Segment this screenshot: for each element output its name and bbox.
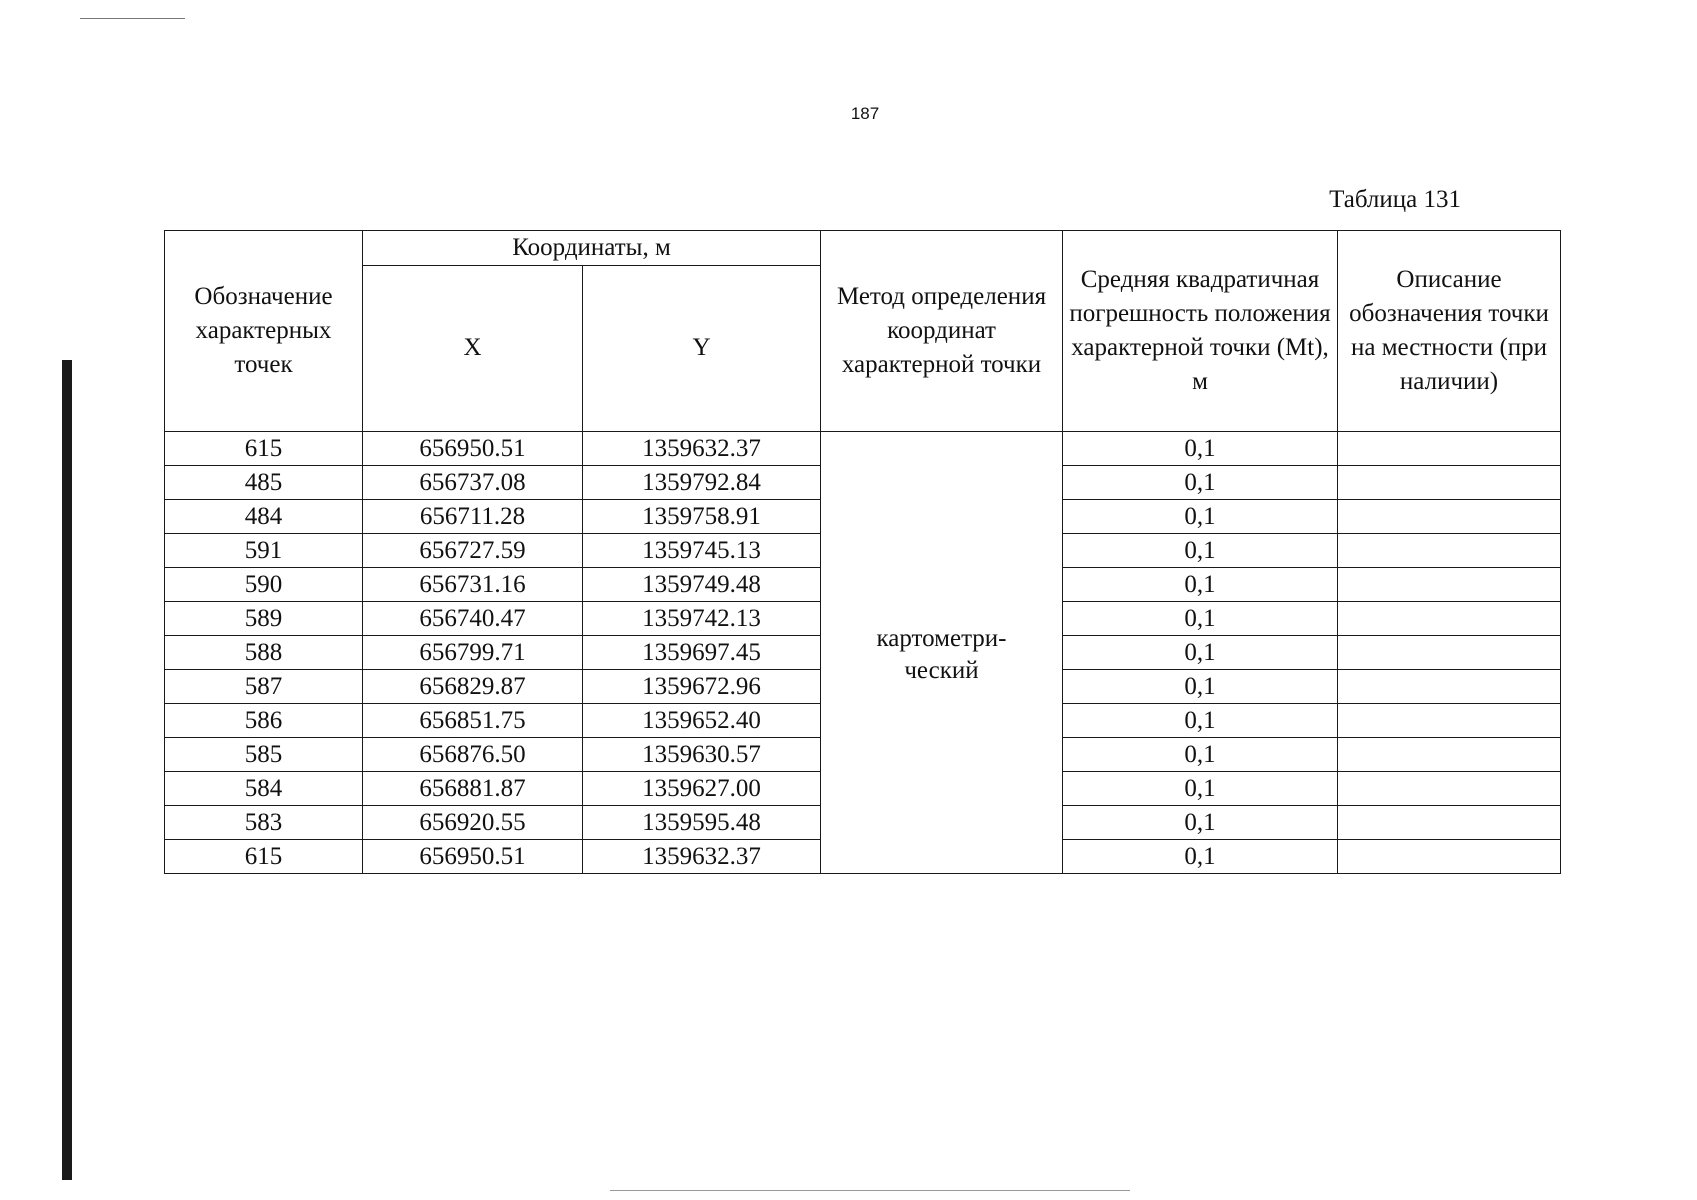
cell-error: 0,1 [1063,805,1338,839]
header-y: Y [583,265,821,431]
cell-x: 656851.75 [363,703,583,737]
cell-point: 587 [165,669,363,703]
cell-point: 589 [165,601,363,635]
cell-x: 656920.55 [363,805,583,839]
cell-error: 0,1 [1063,839,1338,873]
cell-error: 0,1 [1063,669,1338,703]
cell-description [1338,601,1561,635]
cell-y: 1359632.37 [583,839,821,873]
cell-error: 0,1 [1063,737,1338,771]
cell-error: 0,1 [1063,533,1338,567]
cell-point: 584 [165,771,363,805]
scan-artifact-left-bar [62,360,72,1180]
header-point-designation: Обозначение характерных точек [165,231,363,432]
table-caption: Таблица 131 [1329,186,1461,213]
cell-y: 1359652.40 [583,703,821,737]
cell-point: 585 [165,737,363,771]
table-body [165,431,1561,873]
cell-point: 485 [165,465,363,499]
cell-y: 1359672.96 [583,669,821,703]
header-description: Описание обозначения точки на местности (при наличии) [1338,231,1561,432]
cell-y: 1359627.00 [583,771,821,805]
cell-y: 1359745.13 [583,533,821,567]
header-error: Средняя квадратичная погрешность положения характерной точки (Mt), м [1063,231,1338,432]
cell-description [1338,771,1561,805]
cell-y: 1359630.57 [583,737,821,771]
cell-point: 586 [165,703,363,737]
cell-point: 588 [165,635,363,669]
cell-error: 0,1 [1063,567,1338,601]
cell-x: 656711.28 [363,499,583,533]
cell-y: 1359758.91 [583,499,821,533]
cell-point: 590 [165,567,363,601]
cell-error: 0,1 [1063,703,1338,737]
cell-x: 656950.51 [363,839,583,873]
cell-x: 656799.71 [363,635,583,669]
cell-error: 0,1 [1063,431,1338,465]
cell-y: 1359792.84 [583,465,821,499]
cell-error: 0,1 [1063,465,1338,499]
page-number: 187 [850,104,880,123]
header-coordinates: Координаты, м [363,231,821,266]
cell-y: 1359632.37 [583,431,821,465]
cell-error: 0,1 [1063,635,1338,669]
cell-description [1338,669,1561,703]
cell-error: 0,1 [1063,601,1338,635]
cell-y: 1359697.45 [583,635,821,669]
cell-description [1338,635,1561,669]
cell-y: 1359742.13 [583,601,821,635]
cell-description [1338,465,1561,499]
cell-point: 615 [165,431,363,465]
cell-x: 656737.08 [363,465,583,499]
cell-description [1338,499,1561,533]
cell-description [1338,839,1561,873]
cell-x: 656740.47 [363,601,583,635]
header-method: Метод определения координат характерной точки [821,231,1063,432]
scan-artifact-top-line [80,18,185,19]
cell-description [1338,737,1561,771]
cell-x: 656727.59 [363,533,583,567]
cell-x: 656876.50 [363,737,583,771]
cell-y: 1359749.48 [583,567,821,601]
coordinates-table [164,230,1561,874]
cell-description [1338,431,1561,465]
scan-artifact-bottom-line [610,1190,1130,1191]
cell-description [1338,703,1561,737]
header-x: X [363,265,583,431]
table-row [165,431,1561,465]
cell-description [1338,567,1561,601]
cell-point: 591 [165,533,363,567]
cell-x: 656829.87 [363,669,583,703]
cell-error: 0,1 [1063,771,1338,805]
cell-x: 656881.87 [363,771,583,805]
cell-error: 0,1 [1063,499,1338,533]
cell-x: 656950.51 [363,431,583,465]
cell-point: 583 [165,805,363,839]
cell-y: 1359595.48 [583,805,821,839]
cell-description [1338,805,1561,839]
cell-x: 656731.16 [363,567,583,601]
cell-point: 615 [165,839,363,873]
cell-point: 484 [165,499,363,533]
cell-method: картометри- ческий [821,431,1063,873]
cell-description [1338,533,1561,567]
